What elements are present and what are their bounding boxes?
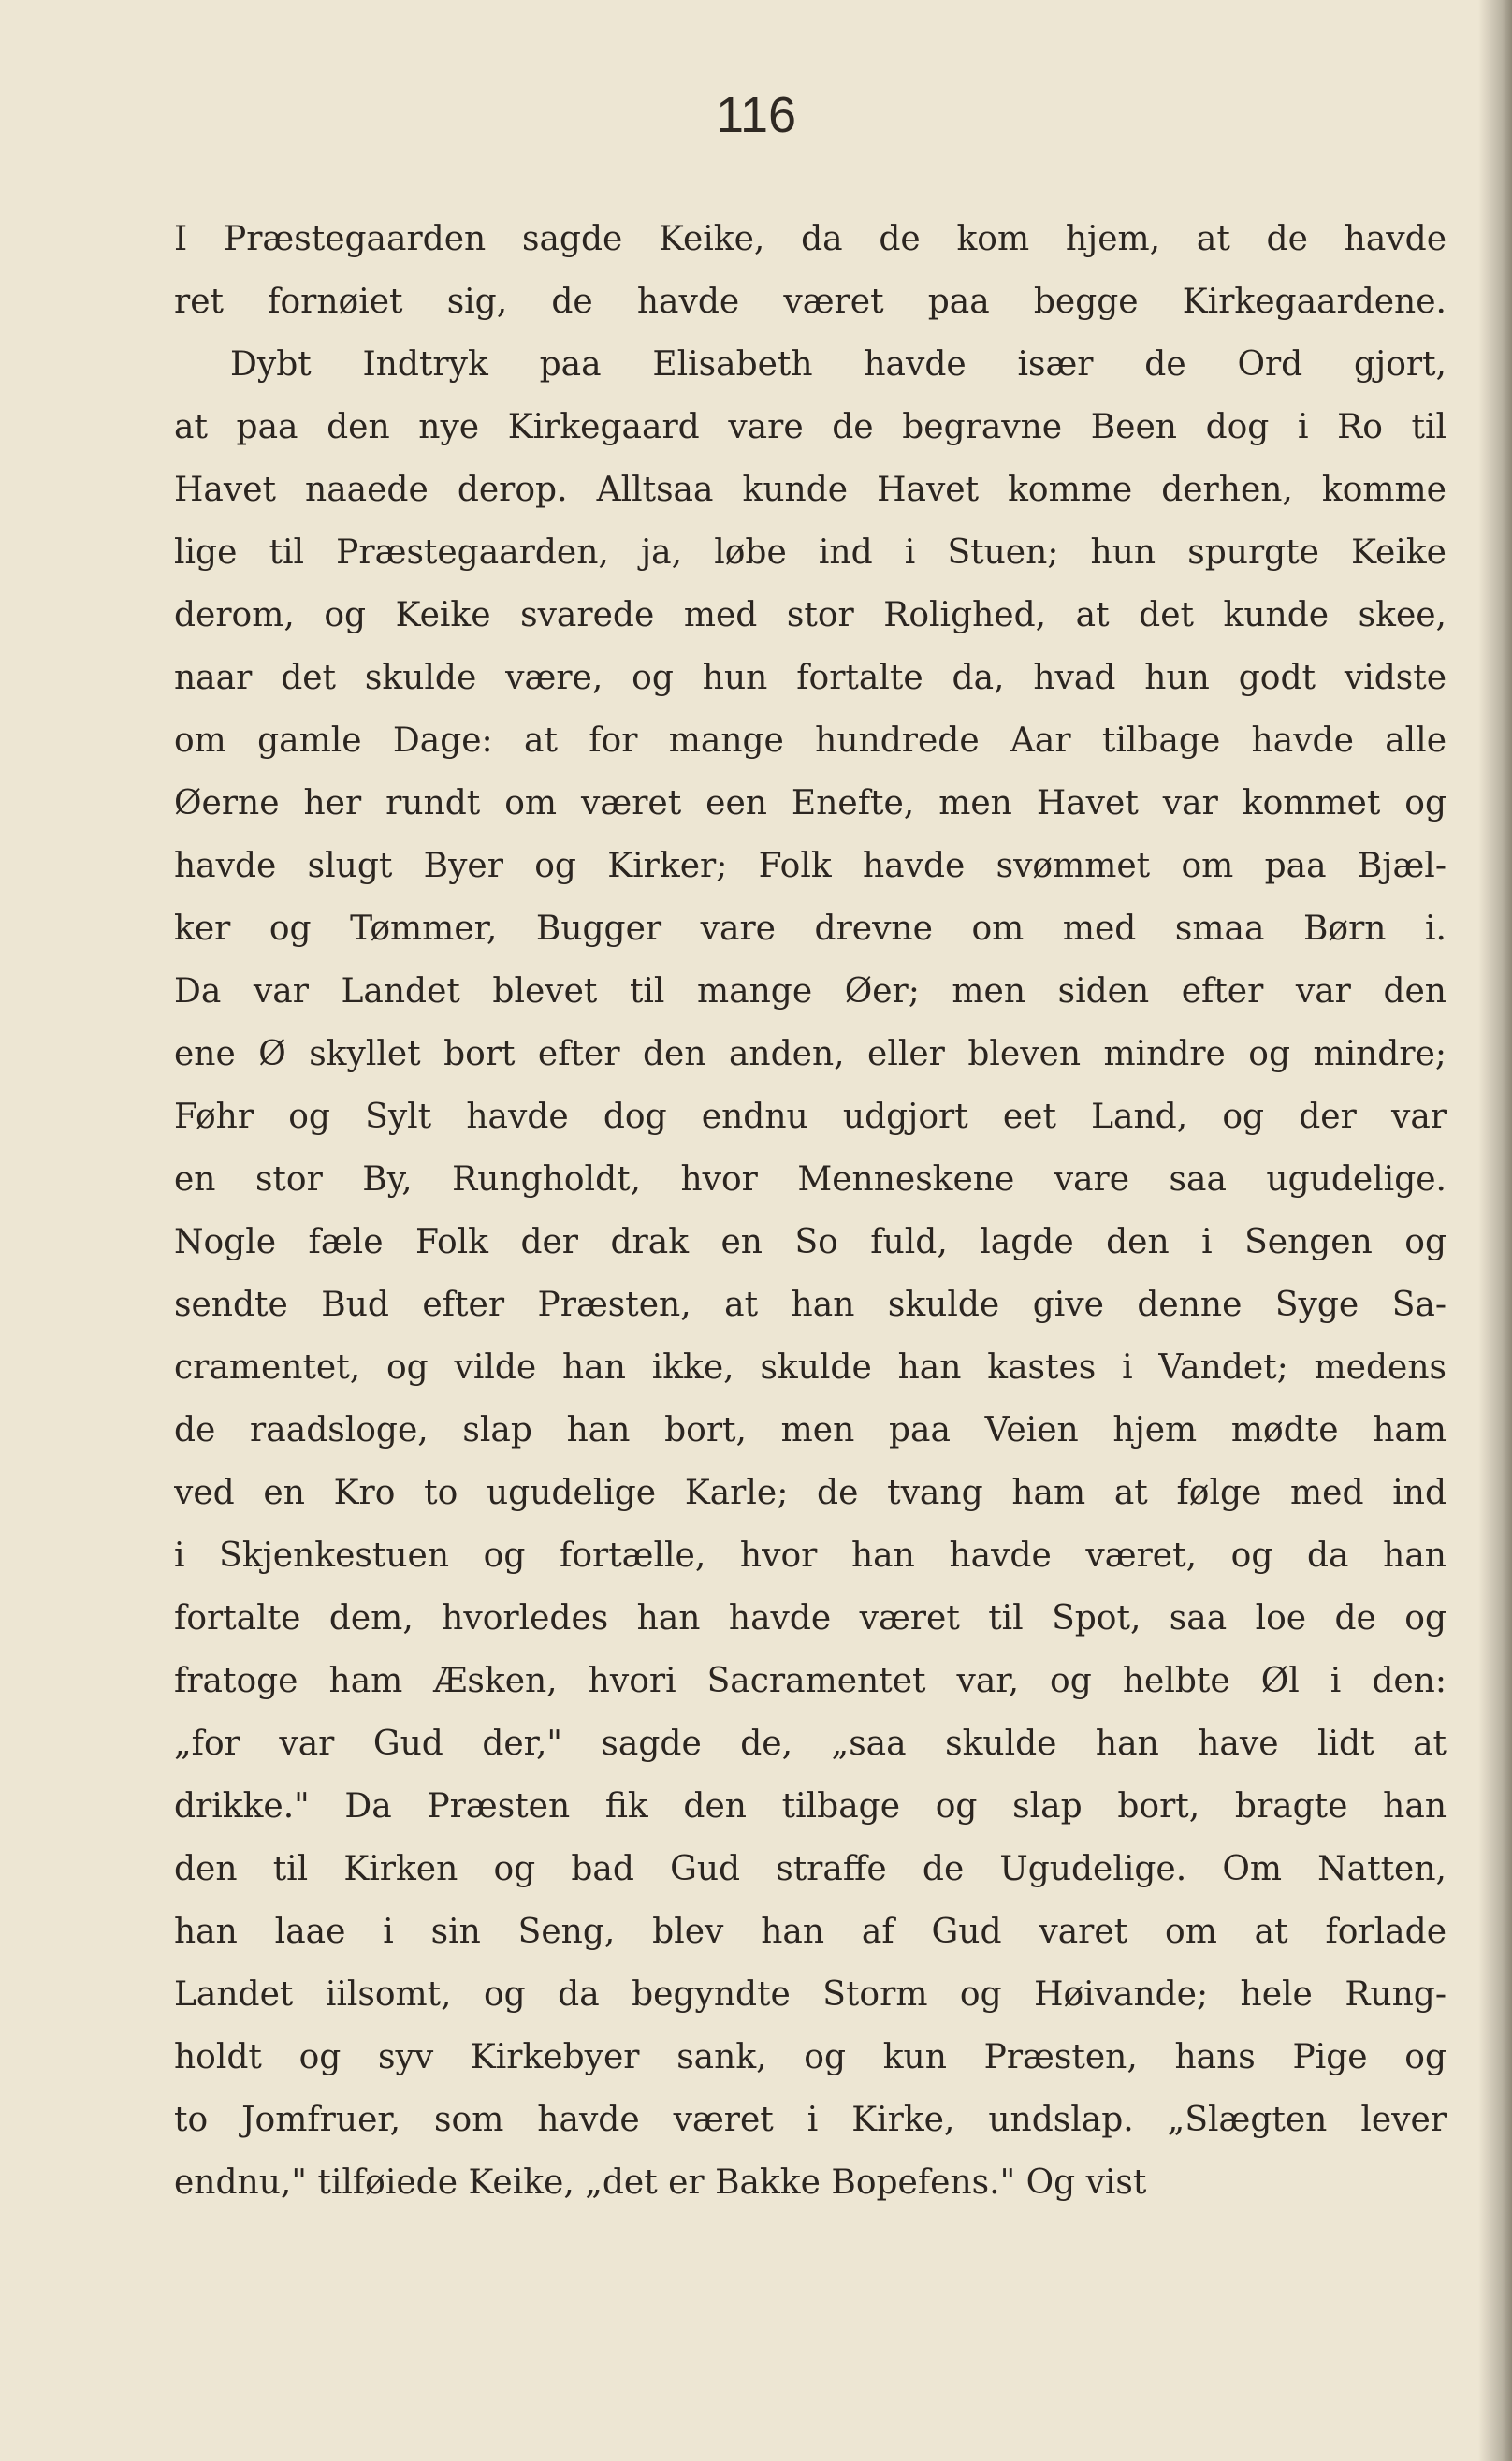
text-line: cramentet, og vilde han ikke, skulde han kastes i Vandet; medens	[174, 1348, 1447, 1387]
text-line: derom, og Keike svarede med stor Rolighed, at det kunde skee,	[174, 596, 1447, 634]
page-number: 116	[715, 87, 797, 143]
text-line: sendte Bud efter Præsten, at han skulde give denne Syge Sa-	[174, 1286, 1447, 1324]
text-line: „for var Gud der," sagde de, „saa skulde han have lidt at	[174, 1725, 1447, 1763]
text-line: to Jomfruer, som havde været i Kirke, undslap. „Slægten lever	[174, 2101, 1447, 2139]
text-line: ker og Tømmer, Bugger vare drevne om med smaa Børn i.	[174, 910, 1447, 948]
text-line: I Præstegaarden sagde Keike, da de kom hjem, at de havde	[174, 220, 1447, 258]
text-line: ret fornøiet sig, de havde været paa begge Kirkegaardene.	[174, 283, 1447, 321]
text-line: ene Ø skyllet bort efter den anden, eller bleven mindre og mindre;	[174, 1035, 1447, 1073]
text-line: Nogle fæle Folk der drak en So fuld, lagde den i Sengen og	[174, 1223, 1447, 1261]
text-line: fratoge ham Æsken, hvori Sacramentet var, og helbte Øl i den:	[174, 1662, 1447, 1700]
body-text	[174, 208, 1447, 2214]
text-line: at paa den nye Kirkegaard vare de begravne Been dog i Ro til	[174, 408, 1447, 446]
text-line: Havet naaede derop. Alltsaa kunde Havet komme derhen, komme	[174, 471, 1447, 509]
page-edge-shadow	[1478, 0, 1512, 2461]
text-line: endnu," tilføiede Keike, „det er Bakke Bopefens." Og vist	[174, 2163, 1147, 2202]
text-line: ved en Kro to ugudelige Karle; de tvang ham at følge med ind	[174, 1474, 1447, 1512]
text-line: den til Kirken og bad Gud straffe de Ugudelige. Om Natten,	[174, 1850, 1447, 1888]
text-line: drikke." Da Præsten fik den tilbage og slap bort, bragte han	[174, 1787, 1447, 1826]
text-line: en stor By, Rungholdt, hvor Menneskene vare saa ugudelige.	[174, 1160, 1447, 1199]
text-line: Føhr og Sylt havde dog endnu udgjort eet Land, og der var	[174, 1098, 1447, 1136]
text-line: holdt og syv Kirkebyer sank, og kun Præsten, hans Pige og	[174, 2038, 1447, 2076]
text-line: fortalte dem, hvorledes han havde været til Spot, saa loe de og	[174, 1599, 1447, 1638]
text-line: naar det skulde være, og hun fortalte da, hvad hun godt vidste	[174, 659, 1447, 697]
text-line: i Skjenkestuen og fortælle, hvor han havde været, og da han	[174, 1536, 1447, 1575]
text-line: han laae i sin Seng, blev han af Gud varet om at forlade	[174, 1913, 1447, 1951]
text-line: Landet iilsomt, og da begyndte Storm og Høivande; hele Rung-	[174, 1975, 1447, 2014]
text-line: havde slugt Byer og Kirker; Folk havde svømmet om paa Bjæl-	[174, 847, 1447, 885]
text-line: Dybt Indtryk paa Elisabeth havde især de Ord gjort,	[230, 345, 1447, 384]
text-line: Øerne her rundt om været een Enefte, men Havet var kommet og	[174, 784, 1447, 823]
text-line: de raadsloge, slap han bort, men paa Veien hjem mødte ham	[174, 1411, 1447, 1449]
text-line: lige til Præstegaarden, ja, løbe ind i Stuen; hun spurgte Keike	[174, 533, 1447, 572]
text-line: om gamle Dage: at for mange hundrede Aar tilbage havde alle	[174, 721, 1447, 760]
text-line: Da var Landet blevet til mange Øer; men siden efter var den	[174, 972, 1447, 1011]
